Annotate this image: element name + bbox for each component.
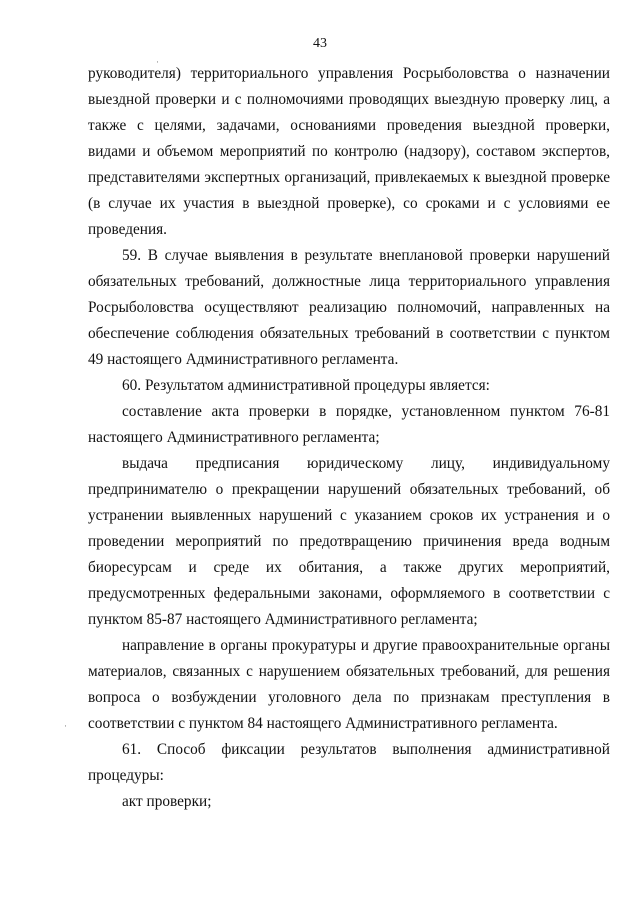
page-number: 43 — [313, 36, 327, 51]
paragraph-result-act: составление акта проверки в порядке, установленном пунктом 76-81 настоящего Административного регламента; — [88, 403, 610, 446]
scan-speck-left: · — [64, 721, 67, 731]
paragraph-result-order: выдача предписания юридическому лицу, индивидуальному предпринимателю о прекращении нарушений обязательных требований, об устранении выявленных нарушений с указанием сроков их устранения и о проведении мероприятий по предотвращению причинения вреда водным биоресурсам и среде их обитания, а также других мероприятий, предусмотренных федеральными законами, оформляемого в соответствии с пунктом 85-87 настоящего Административного регламента; — [88, 455, 610, 628]
paragraph-item-61: 61. Способ фиксации результатов выполнения административной процедуры: — [88, 741, 610, 784]
paragraph-result-referral: направление в органы прокуратуры и другие правоохранительные органы материалов, связанных с нарушением обязательных требований, для решения вопроса о возбуждении уголовного дела по признакам преступления в соответствии с пунктом 84 настоящего Административного регламента. — [88, 637, 610, 732]
paragraph-continuation: руководителя) территориального управления Росрыболовства о назначении выездной проверки и с полномочиями проводящих выездную проверку лиц, а также с целями, задачами, основаниями проведения выездной проверки, видами и объемом мероприятий по контролю (надзору), составом экспертов, представителями экспертных организаций, привлекаемых к выездной проверке (в случае их участия в выездной проверке), со сроками и с условиями ее проведения. — [88, 65, 610, 238]
paragraph-inspection-act: акт проверки; — [122, 793, 212, 810]
paragraph-item-59: 59. В случае выявления в результате внеплановой проверки нарушений обязательных требований, должностные лица территориального управления Росрыболовства осуществляют реализацию полномочий, направленных на обеспечение соблюдения обязательных требований в соответствии с пунктом 49 настоящего Административного регламента. — [88, 247, 610, 368]
document-body — [88, 61, 610, 815]
scan-speck-top: · — [156, 57, 159, 67]
paragraph-item-60: 60. Результатом административной процедуры является: — [122, 377, 490, 394]
